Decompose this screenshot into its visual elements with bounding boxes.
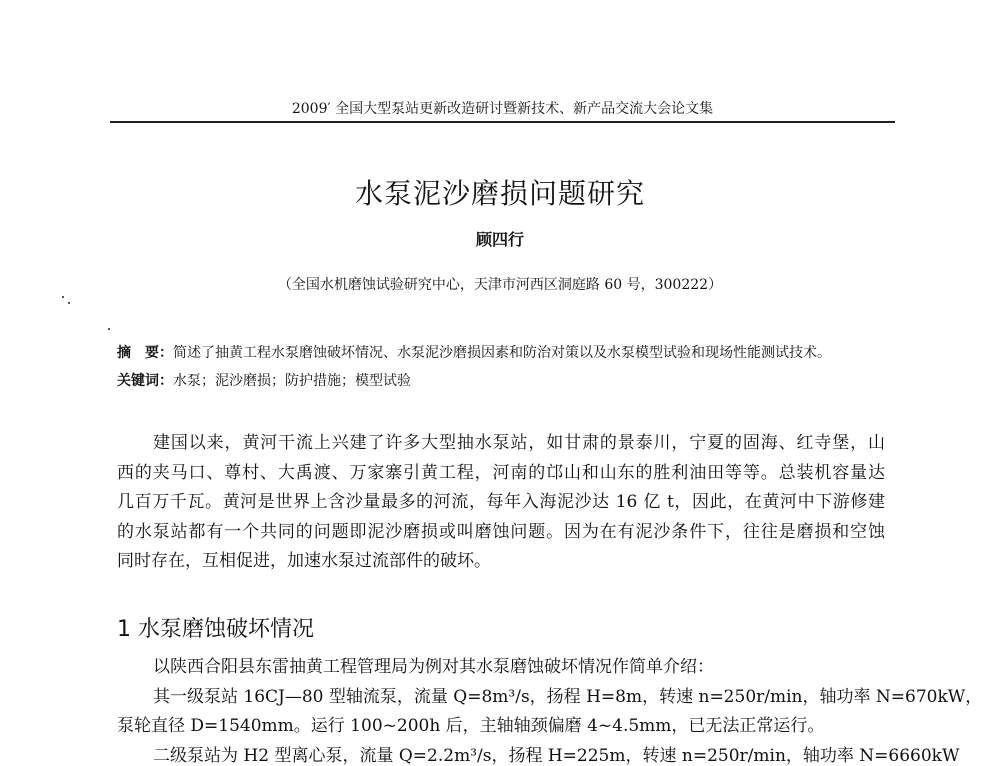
author: 顾四行 xyxy=(475,230,524,249)
section-heading: 1 水泵磨蚀破坏情况 xyxy=(117,617,314,642)
scan-speck xyxy=(108,328,110,330)
body-line: 以陕西合阳县东雷抽黄工程管理局为例对其水泵磨蚀破坏情况作简单介绍： xyxy=(153,657,714,677)
keywords-text: 水泵；泥沙磨损；防护措施；模型试验 xyxy=(173,373,411,389)
body-line: 二级泵站为 H2 型离心泵，流量 Q=2.2m³/s，扬程 H=225m，转速 n=250r/min，轴功率 N=6660kW xyxy=(153,746,960,766)
keywords-label: 关键词： xyxy=(117,373,173,389)
body-line: 的水泵站都有一个共同的问题即泥沙磨损或叫磨蚀问题。因为在有泥沙条件下，往往是磨损和空蚀 xyxy=(117,522,885,542)
scan-speck xyxy=(68,302,70,304)
abstract-text: 简述了抽黄工程水泵磨蚀破坏情况、水泵泥沙磨损因素和防治对策以及水泵模型试验和现场性能测试技术。 xyxy=(173,345,831,361)
running-header: 2009′ 全国大型泵站更新改造研讨暨新技术、新产品交流大会论文集 xyxy=(291,101,714,117)
body-line: 同时存在，互相促进，加速水泵过流部件的破坏。 xyxy=(117,551,491,571)
body-line: 泵轮直径 D=1540mm。运行 100~200h 后，主轴轴颈偏磨 4~4.5mm，已无法正常运行。 xyxy=(117,716,825,736)
affiliation: （全国水机磨蚀试验研究中心，天津市河西区洞庭路 60 号，300222） xyxy=(277,277,723,293)
scan-speck xyxy=(62,296,64,298)
body-line: 建国以来，黄河干流上兴建了许多大型抽水泵站，如甘肃的景泰川，宁夏的固海、红寺堡，山 xyxy=(153,433,885,453)
body-line: 几百万千瓦。黄河是世界上含沙量最多的河流，每年入海泥沙达 16 亿 t，因此，在黄河中下游修建 xyxy=(117,492,885,512)
paper-title: 水泵泥沙磨损问题研究 xyxy=(354,177,645,210)
abstract xyxy=(117,342,831,362)
abstract-label: 摘 要： xyxy=(117,345,173,361)
keywords xyxy=(117,370,411,390)
body-line: 其一级泵站 16CJ—80 型轴流泵，流量 Q=8m³/s，扬程 H=8m，转速 n=250r/min，轴功率 N=670kW， xyxy=(153,687,983,707)
body-line: 西的夹马口、尊村、大禹渡、万家寨引黄工程，河南的邙山和山东的胜利油田等等。总装机容量达 xyxy=(117,463,885,483)
header-rule xyxy=(110,121,895,123)
